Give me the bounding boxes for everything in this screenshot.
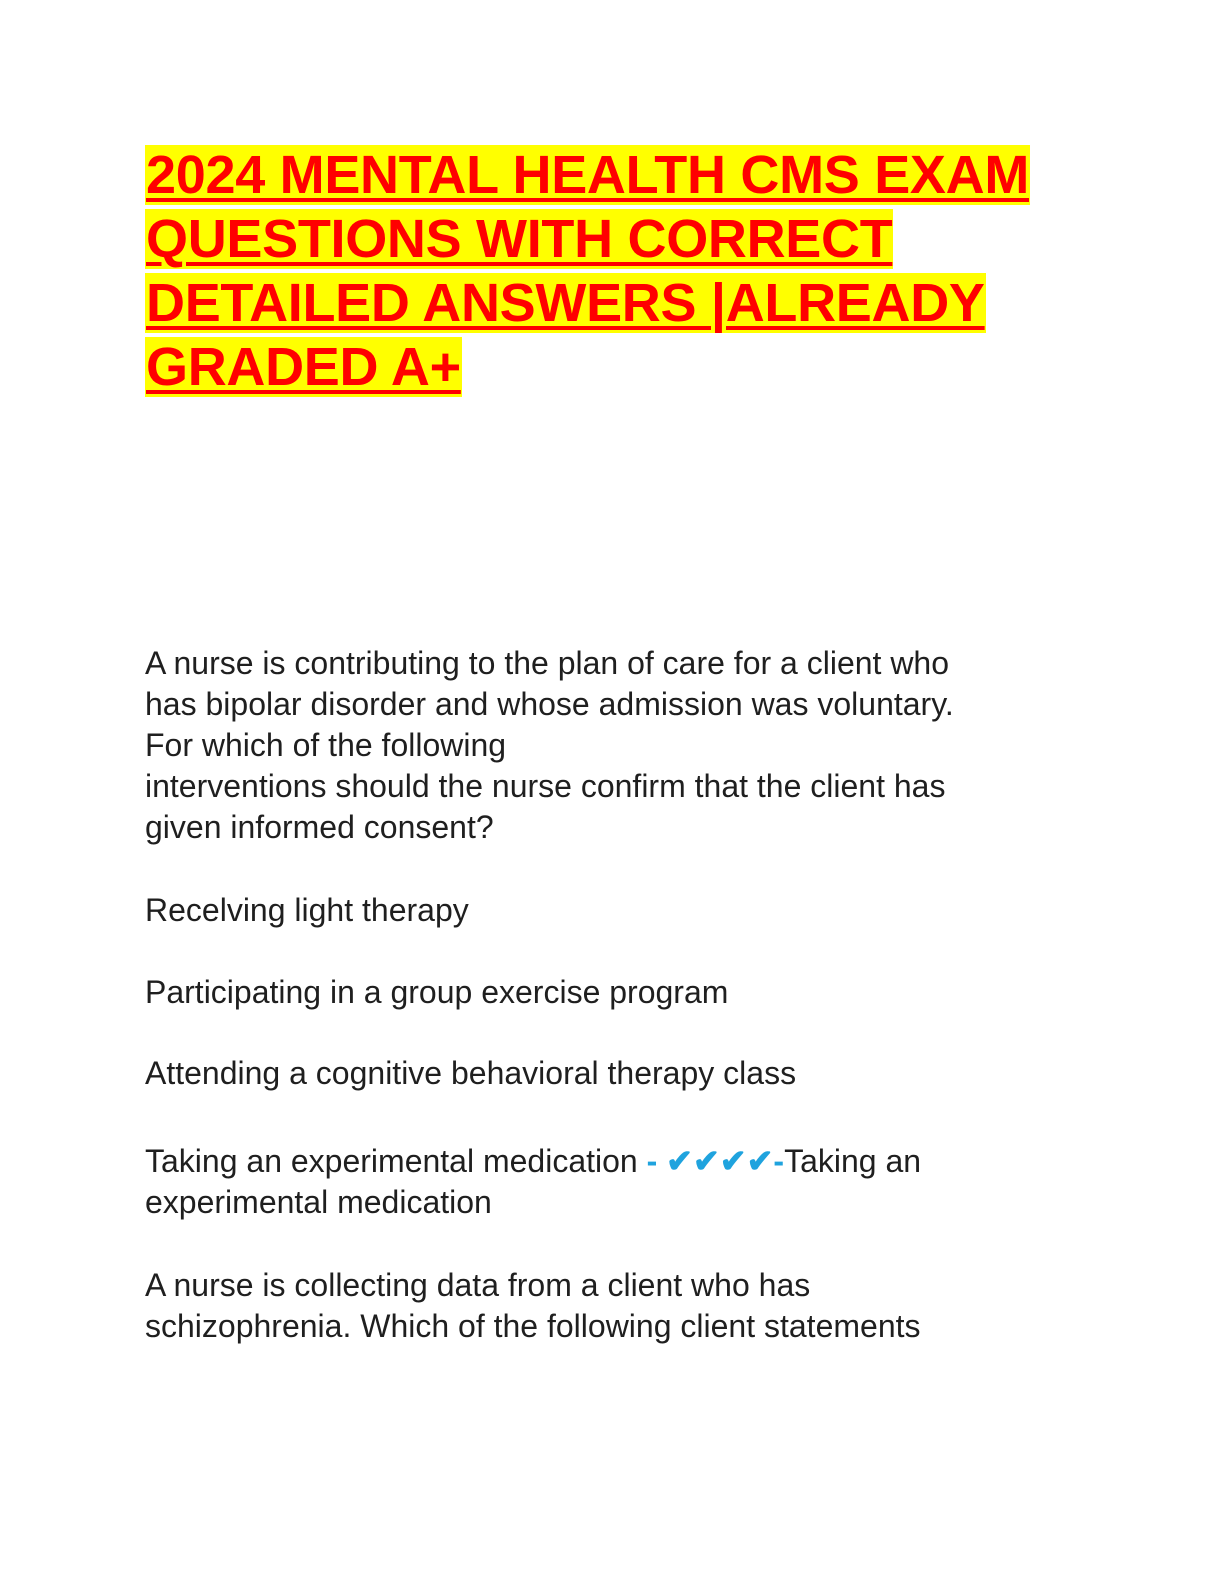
question-1-stem <box>145 643 954 848</box>
answer-text: Taking an <box>784 1143 922 1179</box>
title-line: QUESTIONS WITH CORRECT <box>146 209 893 269</box>
answer-option: Attending a cognitive behavioral therapy class <box>145 1055 797 1091</box>
answer-option: Participating in a group exercise program <box>145 974 729 1010</box>
question-text-line: schizophrenia. Which of the following client statements <box>145 1308 921 1344</box>
title-line: 2024 MENTAL HEALTH CMS EXAM <box>146 145 1030 205</box>
document-title <box>145 143 1105 399</box>
question-text-line: A nurse is collecting data from a client who has <box>145 1267 811 1303</box>
question-text-line: given informed consent? <box>145 809 494 845</box>
question-text-line: has bipolar disorder and whose admission was voluntary. <box>145 686 954 722</box>
question-text-line: interventions should the nurse confirm that the client has <box>145 768 946 804</box>
question-text-line: For which of the following <box>145 727 507 763</box>
answer-option-text: Taking an experimental medication <box>145 1143 647 1179</box>
correct-answer-option <box>145 1141 921 1223</box>
answer-text: experimental medication <box>145 1184 492 1220</box>
title-line: DETAILED ANSWERS |ALREADY <box>146 273 985 333</box>
checkmark-icon: - ✔✔✔✔- <box>646 1143 785 1179</box>
question-text-line: A nurse is contributing to the plan of care for a client who <box>145 645 950 681</box>
question-2-stem <box>145 1265 921 1347</box>
title-line: GRADED A+ <box>146 337 461 397</box>
answer-option: Recelving light therapy <box>145 892 469 928</box>
